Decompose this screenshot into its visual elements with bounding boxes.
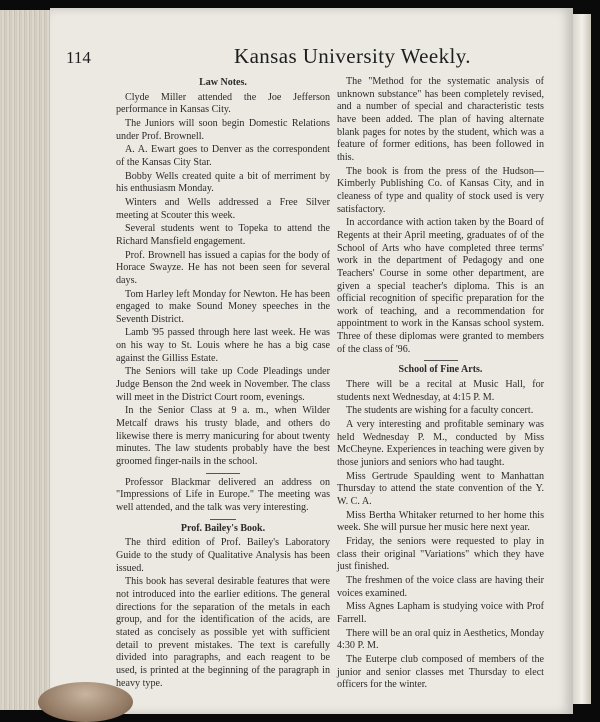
law-note: The Seniors will take up Code Pleadings under Judge Benson the 2nd week in November. The class will meet in the District Court room, evenings. <box>116 366 330 403</box>
section-divider <box>206 473 240 474</box>
regents-paragraph: In accordance with action taken by the Board of Regents at their April meeting, graduates of of the School of Arts who have completed three terms' work in the department of Pedagogy and one Teachers' Course in some other department, are given a special teacher's diploma. This is an official recognition of specific preparation for the work of teaching, and a recommendation for appointment to work in the Kansas school system. Three of these diplomas were granted to members of the class of '96. <box>337 217 544 355</box>
fine-arts-note: Friday, the seniors were requested to play in class their original "Variations" which they have just finished. <box>337 535 544 573</box>
book-page-edges <box>0 10 53 710</box>
fine-arts-heading: School of Fine Arts. <box>398 364 483 376</box>
publication-title: Kansas University Weekly. <box>234 44 471 68</box>
fine-arts-note: Miss Gertrude Spaulding went to Manhattan Thursday to attend the state convention of the Y. W. C. A. <box>337 470 544 507</box>
bailey-paragraph: The third edition of Prof. Bailey's Laboratory Guide to the study of Qualitative Analysis has been issued. <box>116 537 330 574</box>
bailey-book-heading: Prof. Bailey's Book. <box>180 522 266 534</box>
fine-arts-note: The freshmen of the voice class are having their voices examined. <box>337 574 544 599</box>
page-header <box>66 44 546 70</box>
fine-arts-note: Miss Agnes Lapham is studying voice with Prof Farrell. <box>337 601 544 625</box>
bailey-continued-paragraph: The book is from the press of the Hudson—Kimberly Publishing Co. of Kansas City, and in cleaness of type and quality of stock used is very satisfactory. <box>337 165 544 215</box>
section-divider <box>424 360 458 361</box>
fine-arts-note: Miss Bertha Whitaker returned to her home this week. She will pursue her music here next year. <box>337 509 544 534</box>
law-note: A. A. Ewart goes to Denver as the correspondent of the Kansas City Star. <box>116 144 330 168</box>
law-note: Bobby Wells created quite a bit of merriment by his enthusiasm Monday. <box>116 170 330 195</box>
bailey-paragraph: This book has several desirable features that were not introduced into the earlier editions. The general directions for the separation of the metals in each group, and for the identification of the acids, are stated as concisely as possible yet with sufficient detail to prevent mistakes. The text is carefully divided into paragraphs, and each reagent to be used, is printed at the beginning of the paragraph in heavy type. <box>116 576 330 689</box>
fine-arts-note: The Euterpe club composed of members of the junior and senior classes met Thursday to elect officers for the winter. <box>337 653 544 691</box>
law-note: Winters and Wells addressed a Free Silver meeting at Scouter this week. <box>116 196 330 221</box>
law-note: Clyde Miller attended the Joe Jefferson performance in Kansas City. <box>116 91 330 116</box>
law-note: The Juniors will soon begin Domestic Relations under Prof. Brownell. <box>116 117 330 142</box>
fine-arts-note: The students are wishing for a faculty concert. <box>346 405 534 417</box>
law-note: Prof. Brownell has issued a capias for the body of Horace Swayze. He has not been seen for several days. <box>116 249 330 286</box>
left-column <box>116 76 330 691</box>
law-note: Professor Blackmar delivered an address on "Impressions of Life in Europe." The meeting was well attended, and the talk was very interesting. <box>116 476 330 513</box>
law-note: Tom Harley left Monday for Newton. He has been engaged to make Sound Money speeches in the Seventh District. <box>116 288 330 325</box>
bailey-continued-paragraph: The "Method for the systematic analysis of unknown substance" has been completely revised, and a number of special and characteristic tests have been added. The plan of having alternate blank pages for notes by the student, which was a feature of former editions, has been followed in this. <box>337 76 544 163</box>
page-number: 114 <box>66 48 91 67</box>
facing-page-edge <box>573 14 591 704</box>
section-divider <box>210 519 236 520</box>
law-notes-heading: Law Notes. <box>199 77 247 88</box>
fine-arts-note: A very interesting and profitable seminary was held Wednesday P. M., conducted by Miss McCheyne. Experiences in teaching were given by those juniors and seniors who had taught. <box>337 419 544 469</box>
law-note: In the Senior Class at 9 a. m., when Wilder Metcalf draws his trusty blade, and others do likewise there is merry manicuring for about twenty minutes. The law students probably have the best groomed finger-nails in the school. <box>116 405 330 468</box>
fine-arts-note: There will be an oral quiz in Aesthetics, Monday 4:30 P. M. <box>337 627 544 652</box>
fine-arts-note: There will be a recital at Music Hall, for students next Wednesday, at 4:15 P. M. <box>337 379 544 403</box>
law-note: Several students went to Topeka to attend the Richard Mansfield engagement. <box>116 223 330 247</box>
right-column <box>337 76 544 693</box>
law-note: Lamb '95 passed through here last week. He was on his way to St. Louis where he has a big case against the Gilliss Estate. <box>116 327 330 364</box>
